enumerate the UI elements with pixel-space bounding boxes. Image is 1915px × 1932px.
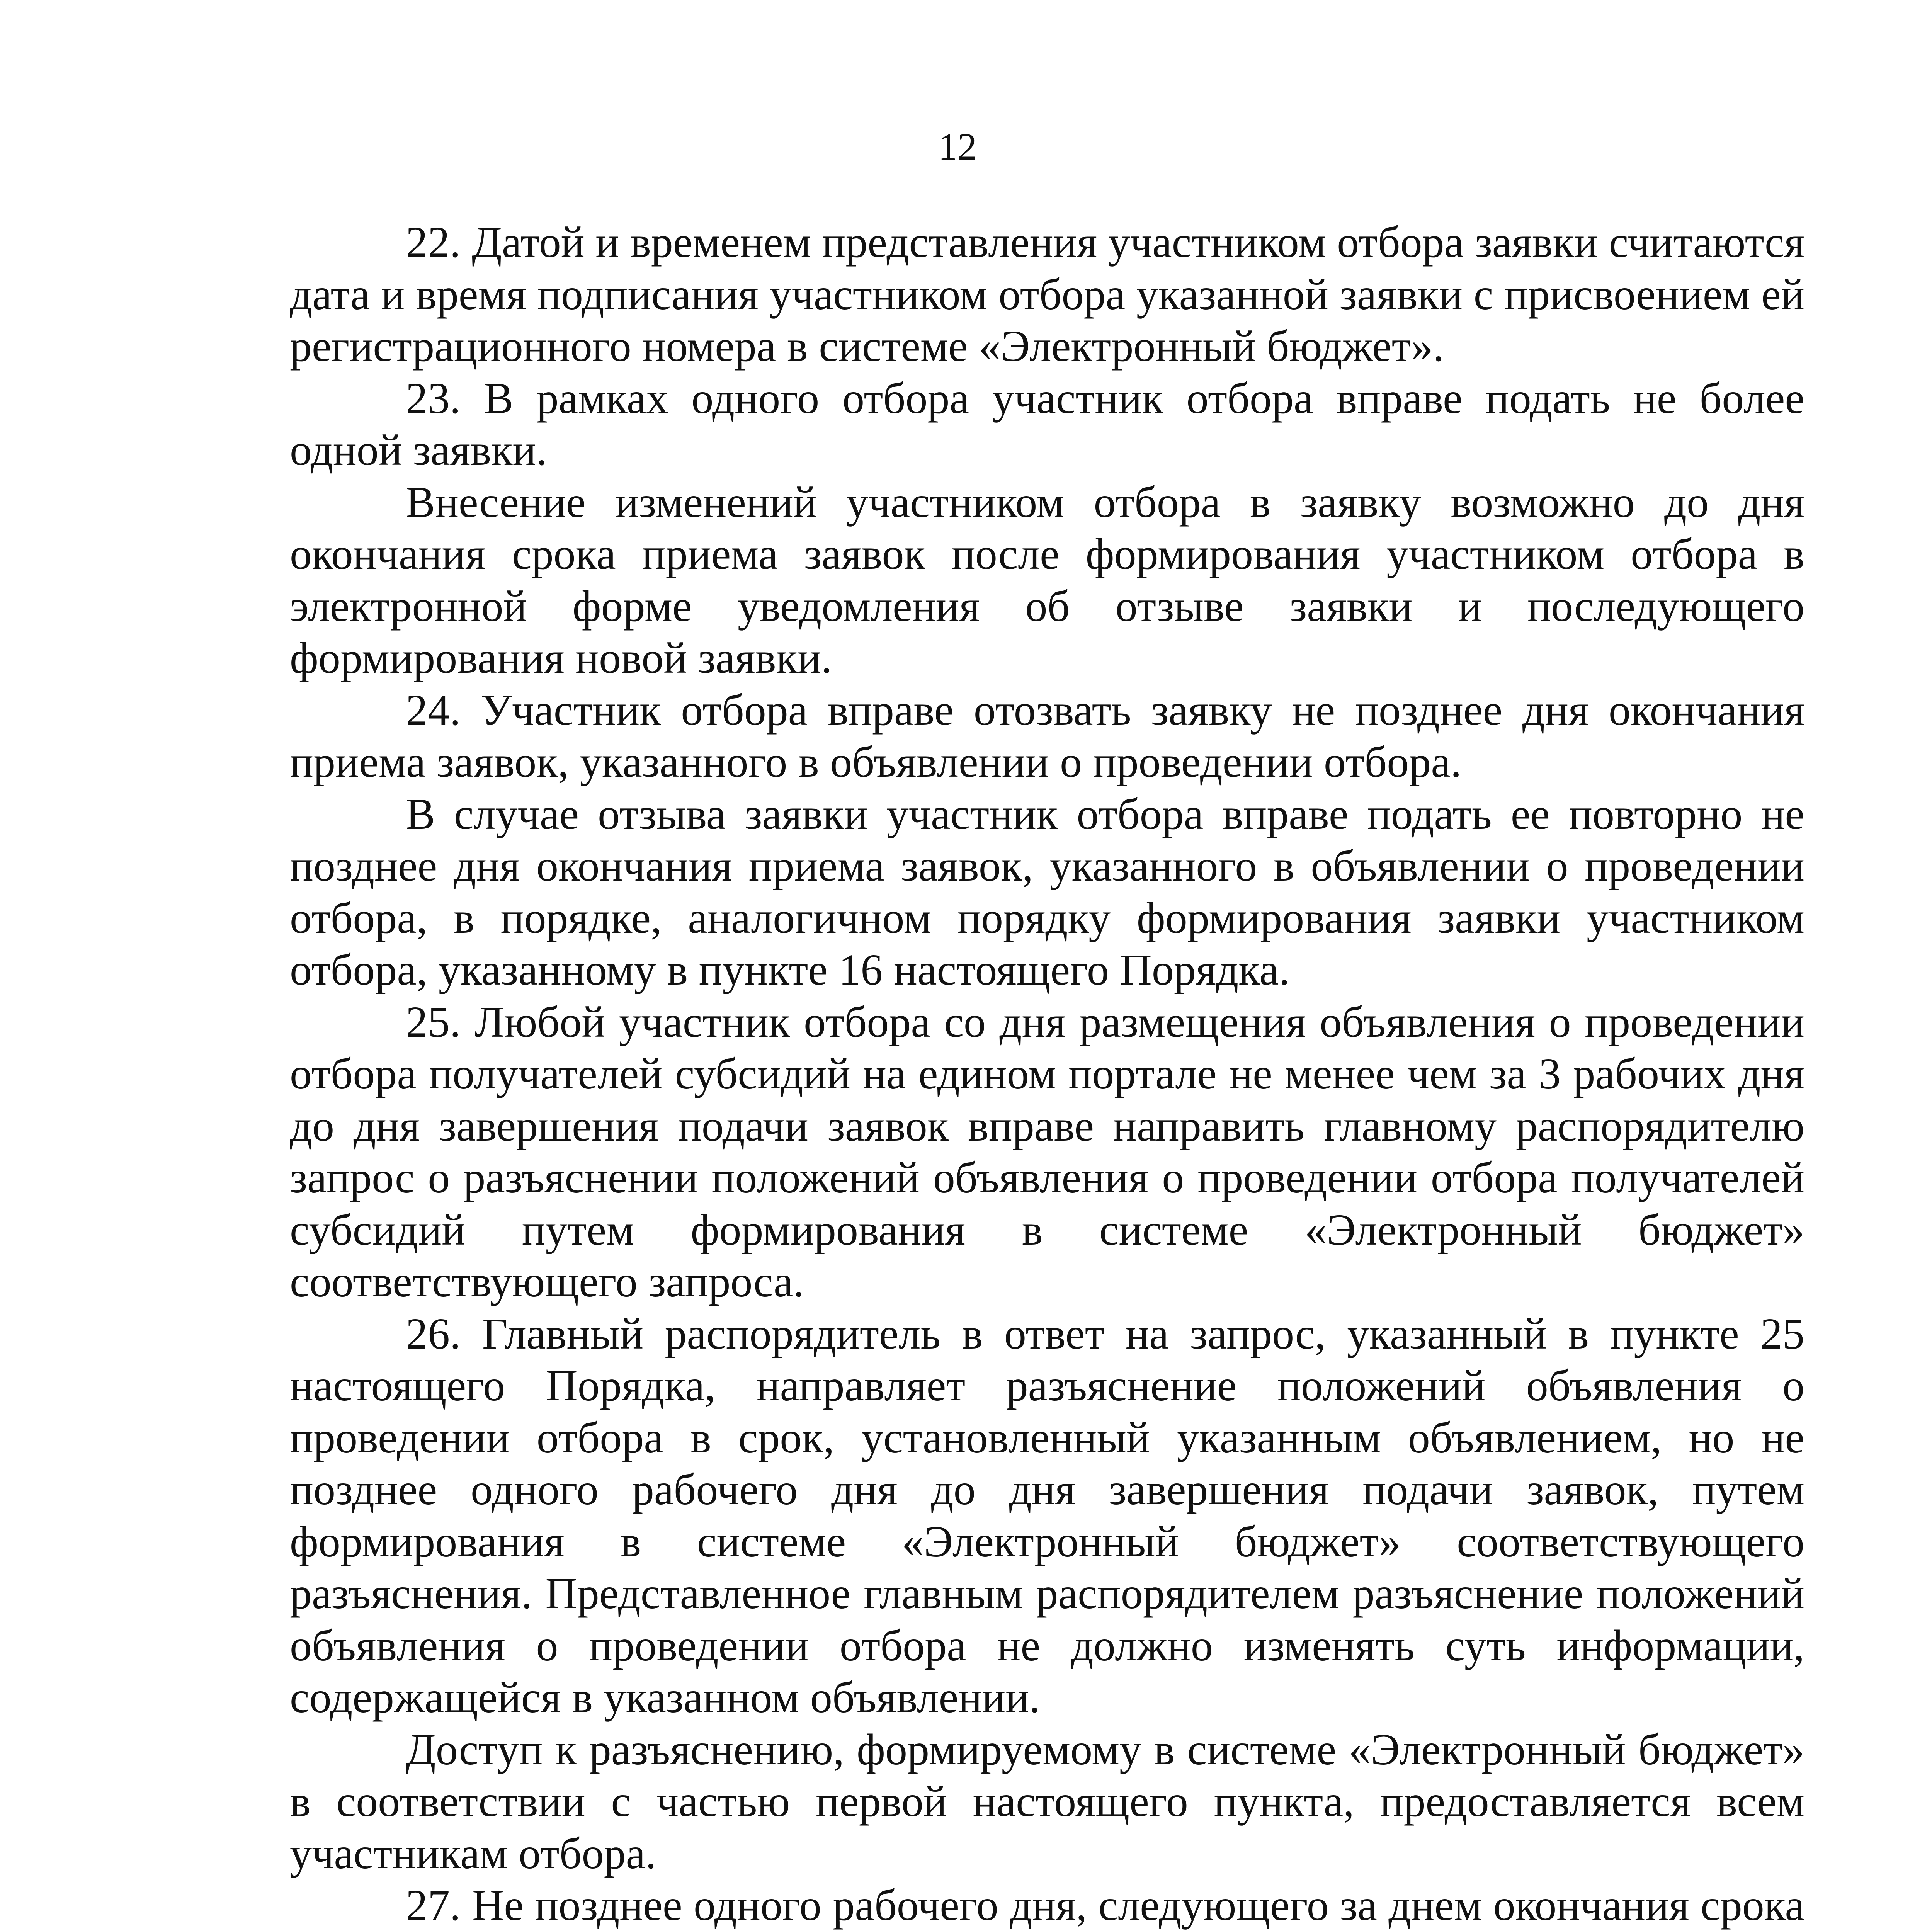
paragraph-25: 25. Любой участник отбора со дня размещения объявления о проведении отбора получателей субсидий на едином портале не менее чем за 3 рабочих дня до дня завершения подачи заявок вправе направить главному распорядителю запрос о разъяснении положений объявления о проведении отбора получателей субсидий путем формирования в системе «Электронный бюджет» соответствующего запроса. <box>290 997 1804 1306</box>
paragraph-26: 26. Главный распорядитель в ответ на запрос, указанный в пункте 25 настоящего Порядка, направляет разъяснение положений объявления о проведении отбора в срок, установленный указанным объявлением, но не позднее одного рабочего дня до дня завершения подачи заявок, путем формирования в системе «Электронный бюджет» соответствующего разъяснения. Представленное главным распорядителем разъяснение положений объявления о проведении отбора не должно изменять суть информации, содержащейся в указанном объявлении. <box>290 1309 1804 1722</box>
page-number: 12 <box>938 125 977 168</box>
paragraph-26-access: Доступ к разъяснению, формируемому в системе «Электронный бюджет» в соответствии с частью первой настоящего пункта, предоставляется всем участникам отбора. <box>290 1725 1804 1878</box>
paragraph-23-amendments: Внесение изменений участником отбора в заявку возможно до дня окончания срока приема заявок после формирования участником отбора в электронной форме уведомления об отзыве заявки и последующего формирования новой заявки. <box>290 477 1804 682</box>
paragraph-27: 27. Не позднее одного рабочего дня, следующего за днем окончания срока <box>406 1881 1804 1930</box>
document-body <box>290 216 1804 1932</box>
paragraph-23: 23. В рамках одного отбора участник отбора вправе подать не более одной заявки. <box>290 373 1804 474</box>
paragraph-24-resubmission: В случае отзыва заявки участник отбора вправе подать ее повторно не позднее дня окончания приема заявок, указанного в объявлении о проведении отбора, в порядке, аналогичном порядку формирования заявки участником отбора, указанному в пункте 16 настоящего Порядка. <box>290 789 1804 994</box>
paragraph-22: 22. Датой и временем представления участником отбора заявки считаются дата и время подписания участником отбора указанной заявки с присвоением ей регистрационного номера в системе «Электронный бюджет». <box>290 218 1804 371</box>
paragraph-24: 24. Участник отбора вправе отозвать заявку не позднее дня окончания приема заявок, указанного в объявлении о проведении отбора. <box>290 685 1804 786</box>
